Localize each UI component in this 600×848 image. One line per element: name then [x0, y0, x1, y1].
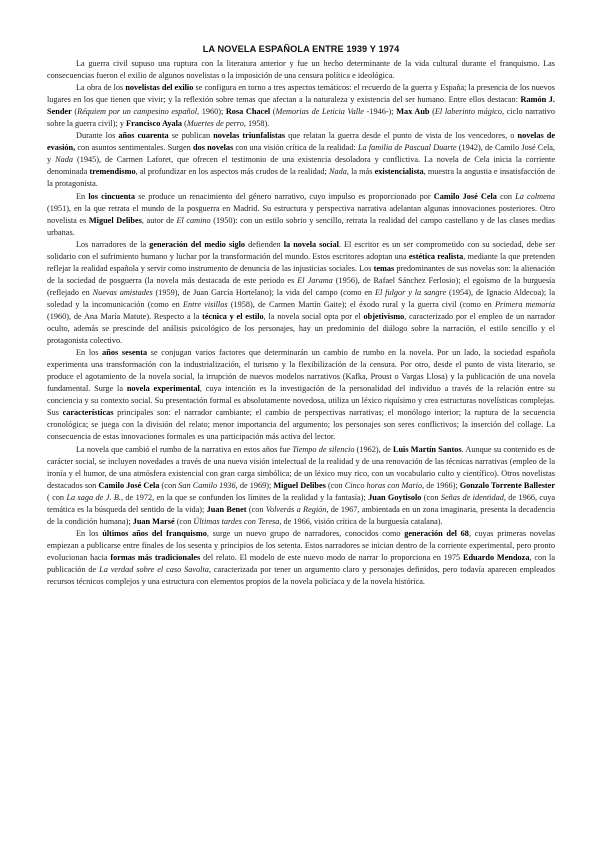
text-run: La novela que cambió el rumbo de la narrativa en estos años fue — [76, 444, 293, 454]
text-run: , muestra la angustia e insatisfacción de la protagonista. — [47, 167, 555, 189]
text-run: con — [496, 191, 516, 201]
text-run: se publican — [168, 131, 214, 141]
text-run: Los narradores de la — [76, 239, 150, 249]
text-run: La obra de los — [76, 83, 126, 93]
bold-text: Miguel Delibes — [88, 215, 142, 225]
italic-title: Señas de identidad — [440, 492, 504, 502]
text-run: (1960), de Ana María Matute). Respecto a la — [47, 311, 203, 321]
bold-text: Juan Marsé — [132, 516, 175, 526]
bold-text: Camilo José Cela — [98, 480, 160, 490]
italic-title: Memorias de Leticia Valle — [275, 107, 364, 117]
text-run: . Aunque su contenido es de carácter social, se incluyen novedades a través de una nueva visión intelectual de la realidad y de una renovación de las técnicas narrativas (empleo de la ironía y el humor, de una atmósfera existencial con gran carga simbólica; de un léxico muy rico, con un vocabulario culto y científico). Otros novelistas destacados son — [47, 444, 555, 490]
italic-title: Últimas tardes con Teresa — [193, 516, 280, 526]
text-run: se conjugan varios factores que determinarán un cambio de rumbo en la novela. Por un lado, la sociedad española experimenta una transformación con la industrialización, el turismo y la flexibilización de la censura. Por otro, desde el punto de vista literario, se produce el agotamiento de la novela social, la irrupción de nuevos modelos narrativos (Kafka, Proust o Vargas Llosa) y la publicación de una novela fundamental. Surge la — [47, 348, 555, 394]
text-run: , de 1967, ambientada en un zona imaginaria, presenta la decadencia de la condición humana); — [47, 504, 556, 526]
bold-text: estética realista — [408, 251, 464, 261]
bold-text: generación del 68 — [404, 528, 469, 538]
text-run: ( — [270, 107, 276, 117]
paragraph-7 — [47, 444, 555, 528]
document-title: LA NOVELA ESPAÑOLA ENTRE 1939 Y 1974 — [202, 44, 400, 54]
italic-title: La colmena — [515, 191, 555, 201]
italic-title: El laberinto mágico — [434, 107, 502, 117]
paragraph-6 — [47, 347, 555, 443]
bold-text: los cincuenta — [88, 191, 136, 201]
text-run: , al profundizar en los aspectos más crudos de la realidad; — [135, 167, 329, 177]
text-run: , de 1966); — [422, 480, 460, 490]
italic-title: Nada — [55, 155, 73, 165]
bold-text: técnica y el estilo — [202, 311, 264, 321]
text-run: , la más — [346, 167, 375, 177]
text-run: (con — [159, 480, 179, 490]
bold-text: generación del medio siglo — [149, 239, 246, 249]
bold-text: formas más tradicionales — [110, 552, 201, 562]
text-run: En — [76, 191, 89, 201]
bold-text: novelas triunfalistas — [213, 131, 286, 141]
text-run: La guerra civil supuso una ruptura con la literatura anterior y fue un hecho determinante de la vida cultural durante el franquismo. Las consecuencias fueron el exilio de algunos novelistas o la imposición de una censura política e ideológica. — [47, 59, 555, 81]
text-run: (con — [421, 492, 441, 502]
bold-text: Rosa Chacel — [225, 107, 271, 117]
bold-text: Francisco Ayala — [126, 119, 183, 129]
italic-title: Cinco horas con Mario — [344, 480, 423, 490]
text-run: . El escritor es un ser comprometido con su sociedad, debe ser solidario con el sufrimiento humano y luchar por la transformación del mundo. Estos escritores adoptan una — [47, 239, 555, 261]
bold-text: novela experimental — [126, 384, 200, 394]
paragraph-1 — [47, 58, 555, 82]
text-run: Durante los — [76, 131, 119, 141]
text-run: , cuyas primeras novelas empiezan a publicarse entre finales de los sesenta y principios de los setenta. Estos narradores se inician dentro de la corriente experimental, pero pronto evolucionan hacia — [47, 528, 555, 562]
italic-title: La familia de Pascual Duarte — [357, 143, 457, 153]
text-run: se produce un renacimiento del género narrativo, cuyo impulso es proporcionado por — [135, 191, 434, 201]
text-run: , 1958). — [243, 119, 270, 129]
italic-title: Entre visillos — [182, 299, 228, 309]
bold-text: dos novelas — [193, 143, 234, 153]
text-run: , ciclo narrativo sobre la guerra civil); y — [47, 107, 556, 129]
italic-title: Nada — [328, 167, 347, 177]
text-run: (con — [246, 504, 266, 514]
paragraph-8 — [47, 528, 555, 588]
text-run: , caracterizada por tener un argumento claro y personajes definidos, pero todavía aparecen empleados recursos técnicos complejos y una estructura con elementos propios de la novela policíaca y de la novela histórica. — [47, 564, 555, 587]
bold-text: tremendismo — [89, 167, 136, 177]
text-run: (con — [174, 516, 194, 526]
bold-text: temas — [373, 263, 395, 273]
bold-text: Luis Martín Santos — [392, 444, 462, 454]
text-run: ( — [429, 107, 435, 117]
bold-text: Miguel Delibes — [273, 480, 326, 490]
text-run: principales son: el narrador cambiante; el cambio de perspectivas narrativas; el monólogo interior; la ruptura de la secuencia cronológica; se juega con la división del relato; menor importancia del argumento; los personajes son seres conflictivos; la inserción del collage. La consecuencia de estas innovaciones formales es una participación más activa del lector. — [47, 408, 555, 442]
bold-text: Ramón J. Sender — [47, 95, 555, 117]
italic-title: San Camilo 1936 — [178, 480, 236, 490]
text-run: que relatan la guerra desde el punto de vista de los vencedores, o — [285, 131, 518, 141]
italic-title: Volverás a Región — [265, 504, 327, 514]
text-run: (1950): con un estilo sobrio y sencillo, retrata la realidad del campo castellano y de las clases medias urbanas. — [47, 215, 555, 237]
text-run: , autor de — [141, 215, 177, 225]
bold-text: características — [62, 408, 114, 418]
italic-title: Muertes de perro — [186, 119, 244, 129]
bold-text: años sesenta — [102, 348, 148, 358]
bold-text: Juan Benet — [206, 504, 247, 514]
text-run: , con la publicación de — [47, 552, 556, 574]
text-run: -1946-); — [363, 107, 397, 117]
text-run: del relato. El modelo de este nuevo modo de narrar lo proporciona en 1975 — [200, 552, 463, 562]
paragraph-4 — [47, 191, 555, 239]
italic-title: Primera memoria — [495, 299, 556, 309]
italic-title: El Jarama — [297, 275, 333, 285]
italic-title: Réquiem por un campesino español — [77, 107, 198, 117]
text-run: (1954), de Ignacio Aldecoa); la soledad y la incomunicación (como en — [47, 287, 555, 309]
text-run: , mediante la que pretenden reflejar la realidad española y servir como instrumento de denuncia de las injusticias sociales. Los — [47, 251, 555, 273]
text-run: , cuya intención es la investigación de la personalidad del individuo a través de la relación entre su conciencia y su contexto social. Su presentación formal es absolutamente novedosa, utiliza un léxico riquísimo y crea estructuras novelísticas complejas. Sus — [47, 384, 555, 418]
text-run: (1959), de Juan García Hortelano); la vida del campo (como en — [152, 287, 375, 297]
bold-text: Juan Goytisolo — [368, 492, 422, 502]
italic-title: La verdad sobre el caso Savolta — [99, 564, 209, 574]
text-run: defienden — [245, 239, 284, 249]
text-run: con asuntos sentimentales. Surgen — [75, 143, 193, 153]
text-run: , de 1966, visión crítica de la burguesía catalana). — [279, 516, 443, 526]
text-run: , de 1972, en la que se confunden los límites de la realidad y la fantasía); — [120, 492, 369, 502]
paragraph-2 — [47, 82, 555, 130]
bold-text: Eduardo Mendoza — [462, 552, 530, 562]
bold-text: Max Aub — [396, 107, 430, 117]
text-run: , la novela social opta por el — [263, 311, 364, 321]
italic-title: La saga de J. B. — [66, 492, 121, 502]
text-run: En los — [76, 348, 103, 358]
text-run: , 1960); — [197, 107, 226, 117]
text-run: predominantes de sus novelas son: la alienación de la sociedad de posguerra (la novela más destacada de este periodo es — [47, 263, 555, 285]
text-run: con una visión crítica de la realidad: — [233, 143, 358, 153]
text-run: (1951), en la que retrata el mundo de la posguerra en Madrid. Su estructura y perspectiva narrativa adelantan algunas innovaciones posteriores. Otro novelista es — [47, 203, 555, 225]
text-run: (1962), de — [354, 444, 393, 454]
text-run: En los — [76, 528, 103, 538]
italic-title: Tiempo de silencio — [292, 444, 355, 454]
text-run: ( — [182, 119, 187, 129]
bold-text: existencialista — [374, 167, 424, 177]
bold-text: Gonzalo Torrente Ballester — [459, 480, 556, 490]
text-run: (1942), de Camilo José Cela, y — [47, 143, 555, 165]
text-run: , de 1969); — [235, 480, 274, 490]
text-run: , de 1966, cuya temática es la búsqueda del sentido de la vida); — [47, 492, 555, 514]
text-run: ( — [71, 107, 78, 117]
italic-title: El camino — [176, 215, 211, 225]
bold-text: años cuarenta — [118, 131, 169, 141]
bold-text: novelistas del exilio — [125, 83, 194, 93]
text-run: (con — [325, 480, 345, 490]
bold-text: últimos años del franquismo — [102, 528, 207, 538]
text-run: (1945), de Carmen Laforet, que ofrecen el testimonio de una existencia desoladora y conflictiva. La novela de Cela inicia la corriente denominada — [47, 155, 556, 177]
bold-text: Camilo José Cela — [433, 191, 497, 201]
text-run: , caracterizado por el empleo de un narrador oculto, además se prescinde del análisis psicológico de los personajes, hay un predominio del diálogo sobre la narración, el estilo sencillo y el protagonista colectivo. — [47, 311, 555, 346]
text-run: ( con — [47, 492, 67, 502]
document-body — [47, 58, 555, 588]
text-run: se configura en torno a tres aspectos temáticos: el recuerdo de la guerra y España; la presencia de los nuevos lugares en los que tienen que vivir; y la reflexión sobre temas que afectan a la naturaleza y existencia del ser humano. Entre ellos destacan: — [47, 83, 556, 105]
bold-text: novelas de evasión, — [47, 131, 556, 153]
bold-text: objetivismo — [363, 311, 405, 321]
bold-text: la novela social — [283, 239, 339, 249]
paragraph-5 — [47, 239, 555, 347]
text-run: , surge un nuevo grupo de narradores, conocidos como — [206, 528, 405, 538]
italic-title: El fulgor y la sangre — [374, 287, 447, 297]
italic-title: Nuevas amistades — [92, 287, 153, 297]
paragraph-3 — [47, 130, 555, 190]
text-run: (1956), de Rafael Sánchez Ferlosio); el egoísmo de la burguesía (reflejado en — [47, 275, 555, 297]
text-run: (1958), de Carmen Martín Gaite); el éxodo rural y la guerra civil (como en — [227, 299, 495, 309]
